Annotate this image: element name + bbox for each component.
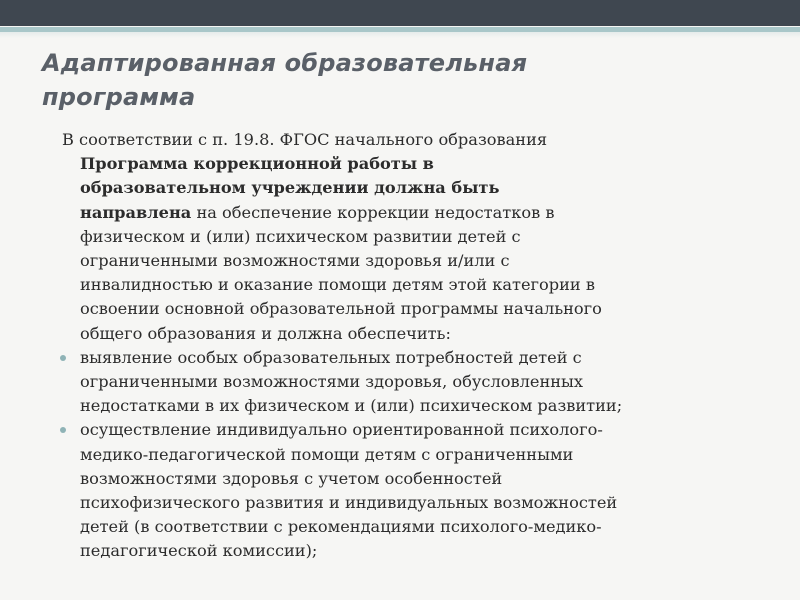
paragraph-line-4: физическом и (или) психическом развитии детей с <box>80 226 521 246</box>
bullet-2-line-2: медико-педагогической помощи детям с ограниченными <box>80 444 574 464</box>
bullet-1-line-2: ограниченными возможностями здоровья, обусловленных <box>80 372 584 392</box>
slide-body <box>54 128 774 564</box>
paragraph-bold-line-1: Программа коррекционной работы в <box>80 154 434 174</box>
main-paragraph <box>80 152 774 346</box>
bullet-2-line-3: возможностями здоровья с учетом особенностей <box>80 468 503 488</box>
bullet-dot-icon <box>60 355 66 361</box>
top-dark-bar <box>0 0 800 26</box>
paragraph-line-6: инвалидностью и оказание помощи детям этой категории в <box>80 275 595 295</box>
bullet-2-line-1: осуществление индивидуально ориентированной психолого- <box>80 420 603 440</box>
bullet-item-2 <box>80 418 774 563</box>
paragraph-bold-line-3: направлена <box>80 202 192 222</box>
bullet-2-line-4: психофизического развития и индивидуальных возможностей <box>80 493 618 513</box>
paragraph-line-5: ограниченными возможностями здоровья и/или с <box>80 251 510 271</box>
paragraph-line-3 <box>80 201 774 225</box>
paragraph-line-7: освоении основной образовательной программы начального <box>80 299 602 319</box>
bullet-1-line-1: выявление особых образовательных потребностей детей с <box>80 347 582 367</box>
bullet-2-line-6: педагогической комиссии); <box>80 541 318 561</box>
bullet-dot-icon <box>60 427 66 433</box>
slide-title <box>42 46 742 114</box>
slide-title-line-2: программа <box>42 83 196 111</box>
slide-title-line-1: Адаптированная образовательная <box>42 49 528 77</box>
bullet-1-line-3: недостатками в их физическом и (или) психическом развитии; <box>80 396 623 416</box>
paragraph-line-8: общего образования и должна обеспечить: <box>80 323 451 343</box>
paragraph-bold-line-2: образовательном учреждении должна быть <box>80 178 500 198</box>
bullet-2-line-5: детей (в соответствии с рекомендациями психолого-медико- <box>80 517 602 537</box>
accent-bar-shadow <box>0 32 800 38</box>
bullet-item-1 <box>80 346 774 419</box>
paragraph-line-3-rest: на обеспечение коррекции недостатков в <box>191 202 555 222</box>
intro-text: В соответствии с п. 19.8. ФГОС начального образования <box>62 130 548 149</box>
